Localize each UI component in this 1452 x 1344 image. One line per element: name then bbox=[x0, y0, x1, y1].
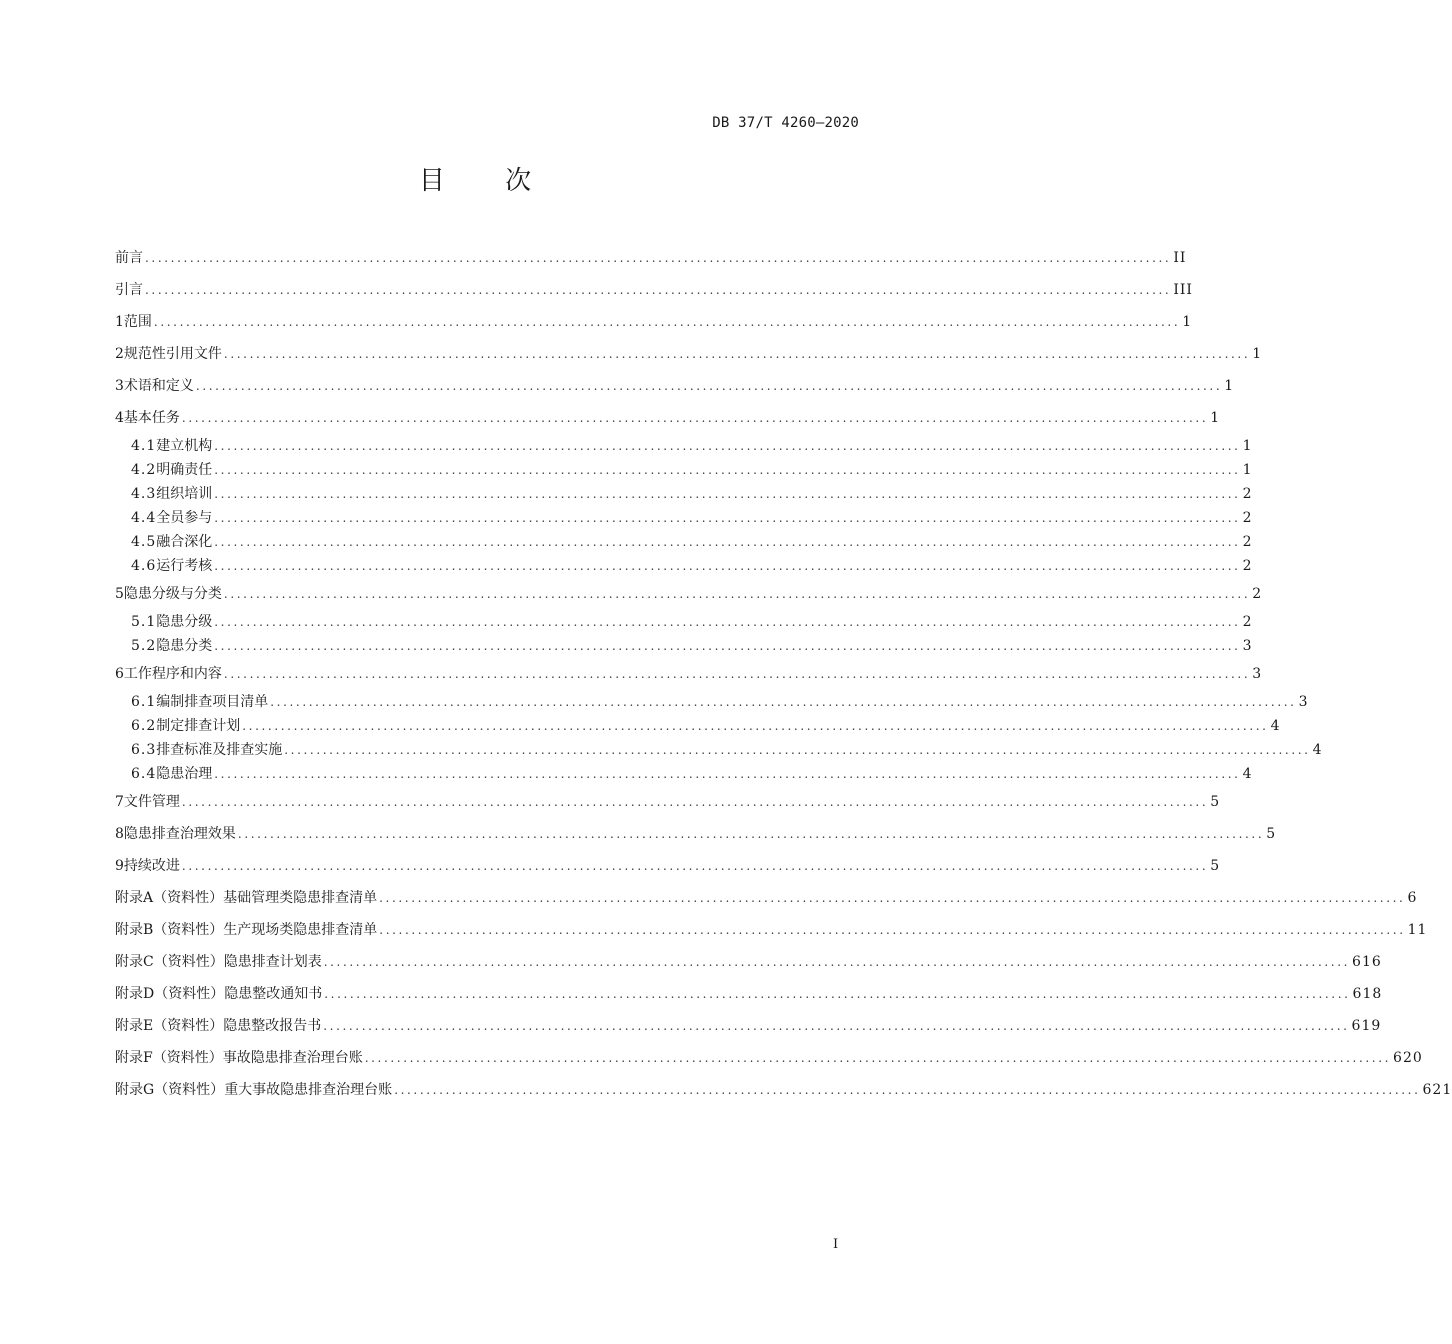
toc-entry-number: 6 bbox=[115, 666, 124, 682]
toc-entry-page: 4 bbox=[1312, 742, 1323, 758]
toc-entry-label: 隐患分类 bbox=[156, 638, 213, 654]
toc-entry-page: 2 bbox=[1242, 510, 1253, 526]
toc-entry-label: 明确责任 bbox=[156, 462, 213, 478]
toc-entry[interactable] bbox=[115, 244, 1187, 268]
toc-entry-label: 建立机构 bbox=[156, 438, 213, 454]
toc-entry-page: 618 bbox=[1352, 986, 1383, 1002]
toc-entry[interactable] bbox=[131, 552, 1253, 576]
toc-entry-number: 4.6 bbox=[131, 558, 157, 574]
toc-entry[interactable] bbox=[115, 948, 1382, 972]
dot-leader: ................................................................................................................................................................ bbox=[223, 667, 1251, 681]
toc-entry-number: 6.4 bbox=[131, 766, 157, 782]
toc-entry[interactable] bbox=[131, 432, 1253, 456]
toc-entry-page: 3 bbox=[1252, 666, 1263, 682]
toc-entry-number: 4.1 bbox=[131, 438, 157, 454]
toc-entry-label: 隐患整改报告书 bbox=[223, 1018, 322, 1034]
toc-appendix-heading: 附录D（资料性） bbox=[115, 986, 225, 1002]
dot-leader: ................................................................................................................................................................ bbox=[237, 827, 1265, 841]
toc-entry-number: 6.3 bbox=[131, 742, 157, 758]
toc-entry[interactable] bbox=[115, 788, 1221, 812]
toc-entry[interactable] bbox=[115, 1044, 1423, 1068]
dot-leader: ................................................................................................................................................................ bbox=[214, 767, 1241, 781]
dot-leader: ................................................................................................................................................................ bbox=[324, 987, 1351, 1001]
toc-entry[interactable] bbox=[131, 760, 1253, 784]
toc-entry-page: II bbox=[1173, 250, 1187, 266]
toc-entry[interactable] bbox=[115, 1012, 1382, 1036]
toc-entry-label: 基本任务 bbox=[123, 410, 180, 426]
toc-entry-label: 持续改进 bbox=[123, 858, 180, 874]
toc-entry-label: 融合深化 bbox=[156, 534, 213, 550]
toc-entry-page: 5 bbox=[1210, 794, 1221, 810]
toc-entry-label: 术语和定义 bbox=[123, 378, 194, 394]
toc-entry-number: 4.3 bbox=[131, 486, 157, 502]
dot-leader: ................................................................................................................................................................ bbox=[242, 719, 1269, 733]
toc-entry-page: 1 bbox=[1182, 314, 1193, 330]
toc-entry-page: 2 bbox=[1242, 534, 1253, 550]
dot-leader: ................................................................................................................................................................ bbox=[214, 439, 1241, 453]
toc-entry-label: 编制排查项目清单 bbox=[156, 694, 269, 710]
toc-entry-label: 生产现场类隐患排查清单 bbox=[223, 922, 378, 938]
toc-entry-label: 前言 bbox=[115, 250, 143, 266]
toc-entry-label: 隐患排查计划表 bbox=[223, 954, 322, 970]
toc-appendix-heading: 附录C（资料性） bbox=[115, 954, 224, 970]
toc-entry[interactable] bbox=[131, 736, 1323, 760]
toc-entry-number: 5.2 bbox=[131, 638, 157, 654]
toc-entry-label: 基础管理类隐患排查清单 bbox=[223, 890, 378, 906]
toc-entry-label: 引言 bbox=[115, 282, 143, 298]
toc-entry-number: 3 bbox=[115, 378, 124, 394]
toc-entry-label: 重大事故隐患排查治理台账 bbox=[224, 1082, 393, 1098]
toc-entry[interactable] bbox=[131, 632, 1253, 656]
toc-entry-page: 4 bbox=[1270, 718, 1281, 734]
toc-entry-number: 6.2 bbox=[131, 718, 157, 734]
toc-entry-label: 工作程序和内容 bbox=[123, 666, 222, 682]
dot-leader: ................................................................................................................................................................ bbox=[394, 1083, 1421, 1097]
dot-leader: ................................................................................................................................................................ bbox=[214, 463, 1241, 477]
dot-leader: ................................................................................................................................................................ bbox=[181, 859, 1209, 873]
dot-leader: ................................................................................................................................................................ bbox=[379, 891, 1406, 905]
dot-leader: ................................................................................................................................................................ bbox=[364, 1051, 1392, 1065]
toc-entry-number: 5.1 bbox=[131, 614, 157, 630]
dot-leader: ................................................................................................................................................................ bbox=[214, 615, 1241, 629]
toc-entry-label: 全员参与 bbox=[156, 510, 213, 526]
toc-entry[interactable] bbox=[115, 340, 1263, 364]
toc-entry-label: 隐患排查治理效果 bbox=[123, 826, 236, 842]
dot-leader: ................................................................................................................................................................ bbox=[153, 315, 1181, 329]
toc-entry-number: 1 bbox=[115, 314, 124, 330]
dot-leader: ................................................................................................................................................................ bbox=[270, 695, 1297, 709]
toc-entry-number: 9 bbox=[115, 858, 124, 874]
dot-leader: ................................................................................................................................................................ bbox=[223, 347, 1251, 361]
toc-entry-page: 2 bbox=[1252, 586, 1263, 602]
toc-appendix-heading: 附录F（资料性） bbox=[115, 1050, 223, 1066]
toc-entry[interactable] bbox=[115, 852, 1221, 876]
toc-entry-page: 2 bbox=[1242, 558, 1253, 574]
toc-entry[interactable] bbox=[115, 916, 1428, 940]
dot-leader: ................................................................................................................................................................ bbox=[214, 511, 1241, 525]
dot-leader: ................................................................................................................................................................ bbox=[214, 639, 1241, 653]
toc-entry-page: 1 bbox=[1252, 346, 1263, 362]
toc-entry-label: 范围 bbox=[123, 314, 152, 330]
toc-entry-page: 6 bbox=[1407, 890, 1418, 906]
toc-entry-label: 组织培训 bbox=[156, 486, 213, 502]
toc-entry-number: 4.2 bbox=[131, 462, 157, 478]
toc-entry-page: 5 bbox=[1210, 858, 1221, 874]
page-number: I bbox=[833, 1237, 839, 1252]
toc-entry[interactable] bbox=[115, 308, 1193, 332]
toc-entry-label: 隐患分级 bbox=[156, 614, 213, 630]
toc-entry-number: 4 bbox=[115, 410, 124, 426]
toc-entry-label: 文件管理 bbox=[123, 794, 180, 810]
toc-entry[interactable] bbox=[115, 820, 1277, 844]
toc-entry[interactable] bbox=[115, 884, 1418, 908]
toc-entry-label: 运行考核 bbox=[156, 558, 213, 574]
toc-entry-number: 4.5 bbox=[131, 534, 157, 550]
toc-entry-label: 排查标准及排查实施 bbox=[156, 742, 283, 758]
toc-entry[interactable] bbox=[115, 372, 1235, 396]
toc-entry-label: 隐患整改通知书 bbox=[224, 986, 323, 1002]
toc-entry-label: 隐患分级与分类 bbox=[123, 586, 222, 602]
toc-entry-page: 11 bbox=[1407, 922, 1428, 938]
toc-entry-number: 2 bbox=[115, 346, 124, 362]
toc-entry[interactable] bbox=[115, 580, 1263, 604]
toc-entry-page: 2 bbox=[1242, 614, 1253, 630]
dot-leader: ................................................................................................................................................................ bbox=[214, 487, 1241, 501]
toc-entry[interactable] bbox=[115, 660, 1263, 684]
dot-leader: ................................................................................................................................................................ bbox=[214, 559, 1241, 573]
toc-appendix-heading: 附录G（资料性） bbox=[115, 1082, 225, 1098]
toc-entry[interactable] bbox=[131, 712, 1281, 736]
toc-entry-page: 5 bbox=[1266, 826, 1277, 842]
toc-entry[interactable] bbox=[115, 404, 1221, 428]
dot-leader: ................................................................................................................................................................ bbox=[145, 283, 1172, 297]
toc-entry[interactable] bbox=[131, 504, 1253, 528]
toc-entry-page: 620 bbox=[1393, 1050, 1423, 1066]
dot-leader: ................................................................................................................................................................ bbox=[223, 587, 1251, 601]
toc-appendix-heading: 附录A（资料性） bbox=[115, 890, 224, 906]
dot-leader: ................................................................................................................................................................ bbox=[181, 411, 1209, 425]
toc-entry-page: 619 bbox=[1351, 1018, 1382, 1034]
toc-appendix-heading: 附录E（资料性） bbox=[115, 1018, 224, 1034]
toc-entry-label: 制定排查计划 bbox=[156, 718, 241, 734]
dot-leader: ................................................................................................................................................................ bbox=[195, 379, 1223, 393]
toc-entry-page: 2 bbox=[1242, 486, 1253, 502]
toc-entry-label: 隐患治理 bbox=[156, 766, 213, 782]
toc-entry-page: 1 bbox=[1242, 438, 1253, 454]
toc-entry-number: 5 bbox=[115, 586, 124, 602]
toc-entry[interactable] bbox=[131, 688, 1309, 712]
toc-entry-page: 1 bbox=[1210, 410, 1221, 426]
toc-entry-page: 4 bbox=[1242, 766, 1253, 782]
dot-leader: ................................................................................................................................................................ bbox=[284, 743, 1311, 757]
dot-leader: ................................................................................................................................................................ bbox=[181, 795, 1209, 809]
toc-entry[interactable] bbox=[115, 276, 1193, 300]
dot-leader: ................................................................................................................................................................ bbox=[323, 955, 1351, 969]
toc-entry-label: 事故隐患排查治理台账 bbox=[222, 1050, 363, 1066]
dot-leader: ................................................................................................................................................................ bbox=[379, 923, 1406, 937]
toc-entry[interactable] bbox=[131, 528, 1253, 552]
toc-entry[interactable] bbox=[131, 456, 1253, 480]
dot-leader: ................................................................................................................................................................ bbox=[323, 1019, 1350, 1033]
toc-entry[interactable] bbox=[115, 1076, 1452, 1100]
toc-entry-page: 1 bbox=[1242, 462, 1253, 478]
dot-leader: ................................................................................................................................................................ bbox=[214, 535, 1241, 549]
toc-entry-number: 4.4 bbox=[131, 510, 157, 526]
toc-entry-number: 6.1 bbox=[131, 694, 157, 710]
toc-entry[interactable] bbox=[131, 608, 1253, 632]
toc-entry-label: 规范性引用文件 bbox=[123, 346, 222, 362]
toc-entry-page: 3 bbox=[1298, 694, 1309, 710]
toc-entry[interactable] bbox=[115, 980, 1383, 1004]
toc-appendix-heading: 附录B（资料性） bbox=[115, 922, 224, 938]
toc-entry-page: 1 bbox=[1224, 378, 1235, 394]
toc-entry-page: 621 bbox=[1422, 1082, 1452, 1098]
document-code: DB 37/T 4260—2020 bbox=[712, 115, 859, 131]
toc-entry[interactable] bbox=[131, 480, 1253, 504]
toc-entry-page: 3 bbox=[1242, 638, 1253, 654]
toc-entry-page: III bbox=[1173, 282, 1193, 298]
page-title: 目 次 bbox=[418, 166, 558, 196]
toc-entry-number: 8 bbox=[115, 826, 124, 842]
dot-leader: ................................................................................................................................................................ bbox=[145, 251, 1172, 265]
toc-entry-number: 7 bbox=[115, 794, 124, 810]
toc-entry-page: 616 bbox=[1352, 954, 1382, 970]
